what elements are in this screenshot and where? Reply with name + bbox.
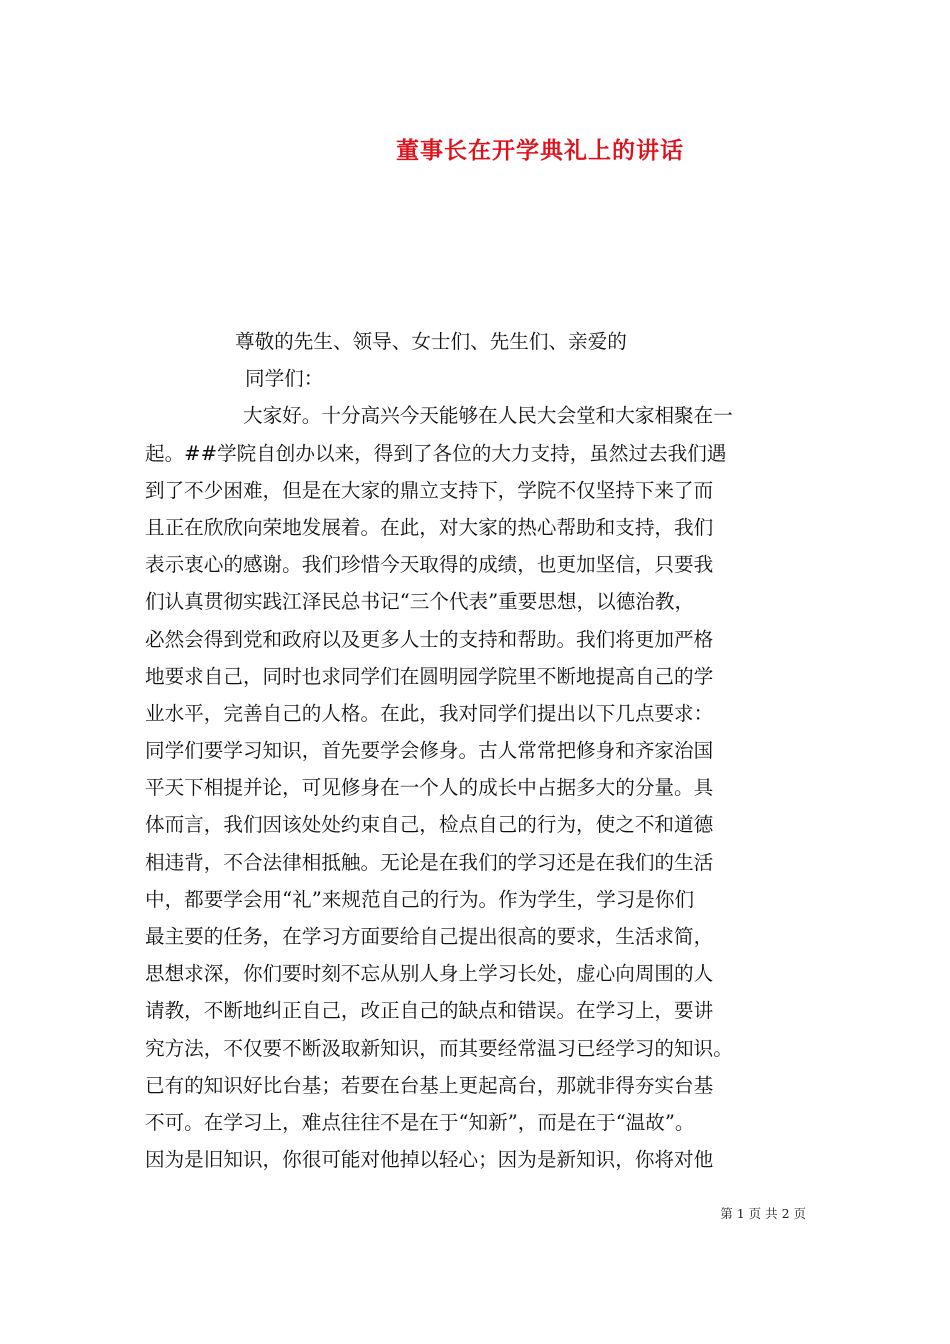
- body-line: 中，都要学会用“礼”来规范自己的行为。作为学生，学习是你们: [145, 887, 695, 911]
- body-line: 平天下相提并论，可见修身在一个人的成长中占据多大的分量。具: [145, 776, 714, 800]
- body-line: 起。##学院自创办以来，得到了各位的大力支持，虽然过去我们遇: [145, 441, 727, 465]
- body-line: 不可。在学习上，难点往往不是在于“知新”，而是在于“温故”。: [145, 1110, 695, 1134]
- greeting-line: 同学们：: [245, 367, 324, 391]
- document-title: 董事长在开学典礼上的讲话: [396, 138, 684, 164]
- body-line: 同学们要学习知识，首先要学会修身。古人常常把修身和齐家治国: [145, 739, 714, 763]
- body-line: 最主要的任务，在学习方面要给自己提出很高的要求，生活求简，: [145, 925, 714, 948]
- body-line: 且正在欣欣向荣地发展着。在此，对大家的热心帮助和支持，我们: [145, 515, 714, 539]
- greeting-line: 尊敬的先生、领导、女士们、先生们、亲爱的: [235, 330, 627, 353]
- body-line: 地要求自己，同时也求同学们在圆明园学院里不断地提高自己的学: [145, 664, 714, 688]
- body-line: 们认真贯彻实践江泽民总书记“三个代表”重要思想，以德治教，: [145, 590, 695, 614]
- document-body: [145, 323, 817, 1178]
- page-number-footer: 第 1 页 共 2 页: [720, 1206, 806, 1221]
- body-line: 究方法，不仅要不断汲取新知识，而其要经常温习已经学习的知识。: [145, 1036, 733, 1060]
- body-line: 相违背，不合法律相抵触。无论是在我们的学习还是在我们的生活: [145, 850, 714, 874]
- body-line: 请教，不断地纠正自己，改正自己的缺点和错误。在学习上，要讲: [145, 999, 714, 1023]
- body-line: 业水平，完善自己的人格。在此，我对同学们提出以下几点要求：: [145, 701, 714, 725]
- body-line: 到了不少困难，但是在大家的鼎立支持下，学院不仅坚持下来了而: [145, 478, 714, 502]
- body-line: 必然会得到党和政府以及更多人士的支持和帮助。我们将更加严格: [145, 627, 714, 651]
- body-line: 表示衷心的感谢。我们珍惜今天取得的成绩，也更加坚信，只要我: [145, 553, 714, 577]
- body-line: 因为是旧知识，你很可能对他掉以轻心；因为是新知识，你将对他: [145, 1148, 714, 1172]
- body-line: 思想求深，你们要时刻不忘从别人身上学习长处，虚心向周围的人: [145, 962, 714, 986]
- body-line: 大家好。十分高兴今天能够在人民大会堂和大家相聚在一: [243, 404, 733, 428]
- body-line: 已有的知识好比台基；若要在台基上更起高台，那就非得夯实台基: [145, 1073, 714, 1097]
- body-line: 体而言，我们因该处处约束自己，检点自己的行为，使之不和道德: [145, 813, 714, 837]
